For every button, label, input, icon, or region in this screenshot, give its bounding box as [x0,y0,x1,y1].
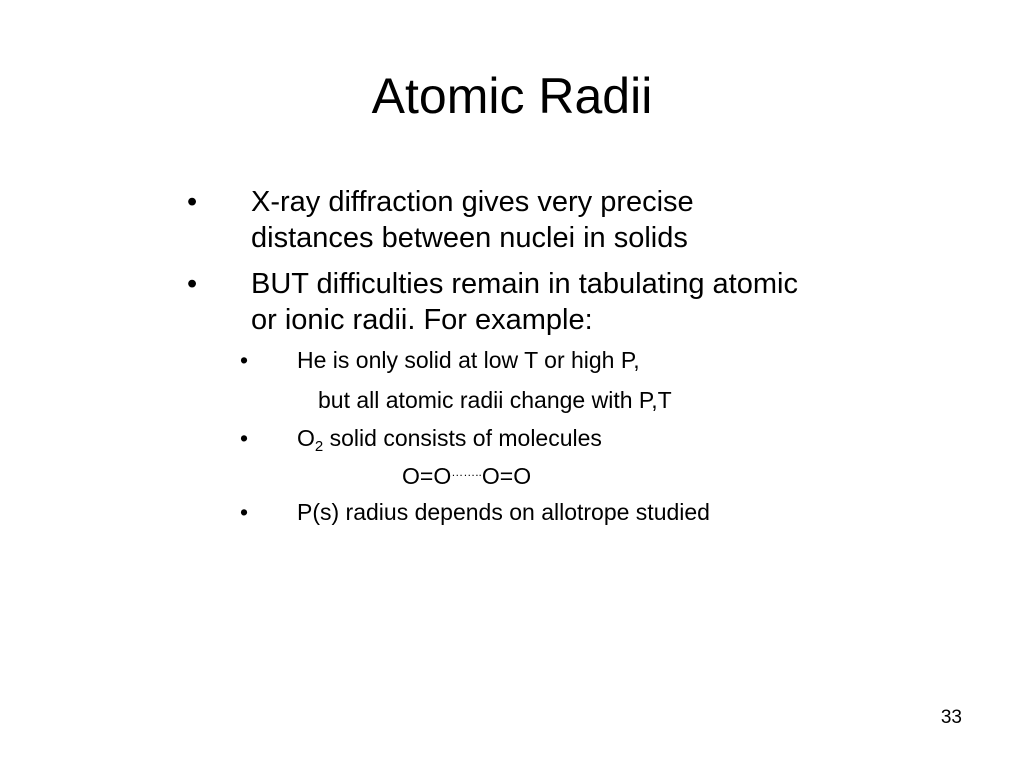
sub-bullet-text: He is only solid at low T or high P, [297,347,640,373]
bullet-marker: • [187,186,198,218]
formula-o: O [297,425,315,451]
molecule-formula [402,458,531,490]
sub-bullet-marker: • [240,347,249,373]
bullet-line: X-ray diffraction gives very precise [251,186,694,218]
sub-bullet-marker: • [240,499,249,525]
sub-bullet-suffix: solid consists of molecules [323,425,602,451]
subscript-2: 2 [314,438,324,455]
bullet-marker: • [187,268,198,300]
formula-left: O=O [402,463,452,489]
slide-title: Atomic Radii [371,68,653,124]
bullet-text [251,184,694,256]
formula-dots: …….. [451,465,482,479]
bullet-line: BUT difficulties remain in tabulating atomic [251,268,798,300]
sub-bullet-text [297,424,602,455]
bullet-text [251,266,798,338]
bullet-line: distances between nuclei in solids [251,222,688,254]
page-number: 33 [940,707,962,728]
sub-bullet-1-continuation: but all atomic radii change with P,T [318,387,672,413]
formula-right: O=O [481,463,532,489]
bullet-line: or ionic radii. For example: [251,304,593,336]
sub-bullet-text: P(s) radius depends on allotrope studied [297,499,710,525]
sub-bullet-marker: • [240,425,249,451]
